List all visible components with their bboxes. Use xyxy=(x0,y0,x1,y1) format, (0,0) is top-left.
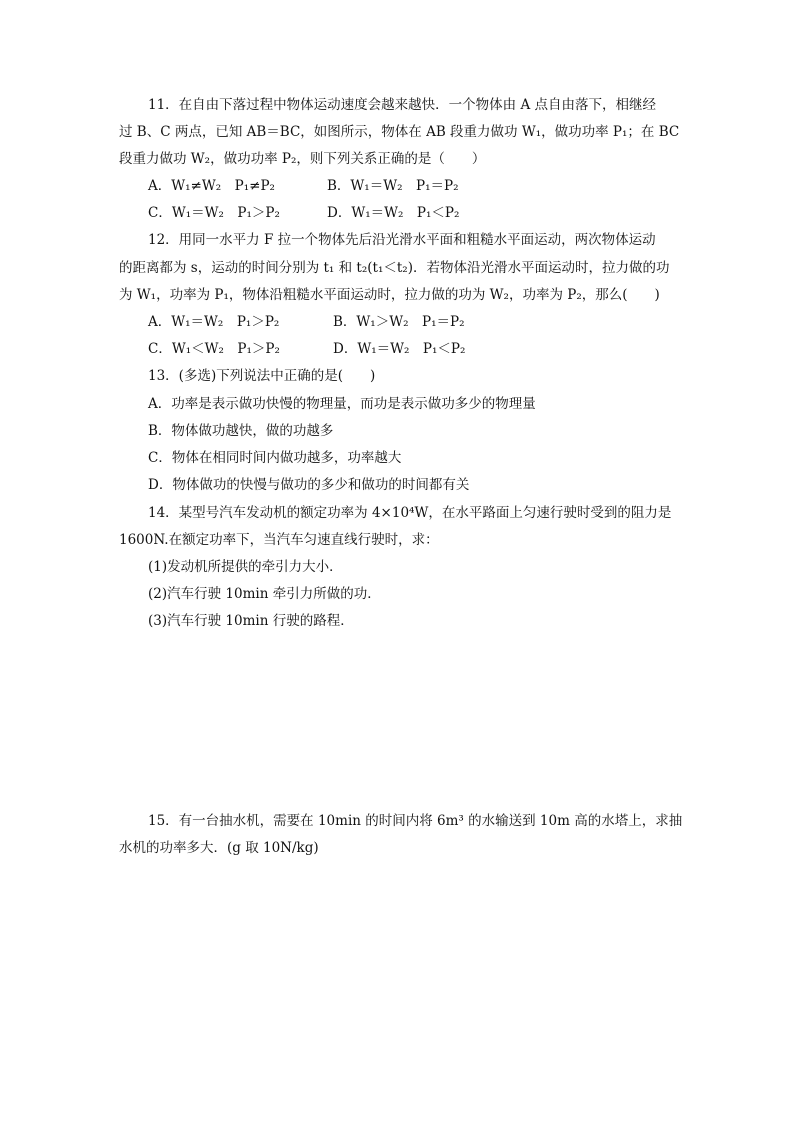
q12-option-b: B．W₁＞W₂ P₁＝P₂ xyxy=(333,314,465,330)
q11-line-3: 段重力做功 W₂，做功功率 P₂，则下列关系正确的是（ ） xyxy=(119,151,486,167)
q11-option-d: D．W₁＝W₂ P₁＜P₂ xyxy=(327,205,460,221)
q13-option-d: D．物体做功的快慢与做功的多少和做功的时间都有关 xyxy=(148,477,470,493)
q15-line-1: 15．有一台抽水机，需要在 10min 的时间内将 6m³ 的水输送到 10m 高的水塔上，求抽 xyxy=(148,813,683,829)
q14-part-3: (3)汽车行驶 10min 行驶的路程． xyxy=(148,613,354,629)
q11-option-a: A．W₁≠W₂ P₁≠P₂ xyxy=(148,178,275,194)
q12-option-d: D．W₁＝W₂ P₁＜P₂ xyxy=(333,341,466,357)
q14-line-1: 14．某型号汽车发动机的额定功率为 4×10⁴W，在水平路面上匀速行驶时受到的阻力是 xyxy=(148,505,672,521)
q13-stem: 13．(多选)下列说法中正确的是( ) xyxy=(148,368,376,384)
q12-line-1: 12．用同一水平力 F 拉一个物体先后沿光滑水平面和粗糙水平面运动，两次物体运动 xyxy=(148,232,656,248)
q11-line-1: 11．在自由下落过程中物体运动速度会越来越快．一个物体由 A 点自由落下，相继经 xyxy=(148,97,657,113)
q11-option-c: C．W₁＝W₂ P₁＞P₂ xyxy=(148,205,280,221)
q13-option-a: A．功率是表示做功快慢的物理量，而功是表示做功多少的物理量 xyxy=(148,396,536,412)
q14-part-1: (1)发动机所提供的牵引力大小． xyxy=(148,559,343,575)
q12-option-a: A．W₁＝W₂ P₁＞P₂ xyxy=(148,314,280,330)
q12-option-c: C．W₁＜W₂ P₁＞P₂ xyxy=(148,341,280,357)
q12-line-2: 的距离都为 s，运动的时间分别为 t₁ 和 t₂(t₁＜t₂)．若物体沿光滑水平面运动时，拉力做的功 xyxy=(119,260,670,276)
q12-line-3: 为 W₁，功率为 P₁，物体沿粗糙水平面运动时，拉力做的功为 W₂，功率为 P₂，那么( ) xyxy=(119,287,660,303)
q14-part-2: (2)汽车行驶 10min 牵引力所做的功． xyxy=(148,586,381,602)
q13-option-b: B．物体做功越快，做的功越多 xyxy=(148,423,334,439)
q14-line-2: 1600N.在额定功率下，当汽车匀速直线行驶时，求： xyxy=(119,532,439,548)
q11-option-b: B．W₁＝W₂ P₁＝P₂ xyxy=(327,178,459,194)
q13-option-c: C．物体在相同时间内做功越多，功率越大 xyxy=(148,450,402,466)
q11-line-2: 过 B、C 两点，已知 AB＝BC，如图所示，物体在 AB 段重力做功 W₁，做功功率 P₁；在 BC xyxy=(119,124,680,140)
q15-line-2: 水机的功率多大．(g 取 10N/kg) xyxy=(119,840,319,856)
